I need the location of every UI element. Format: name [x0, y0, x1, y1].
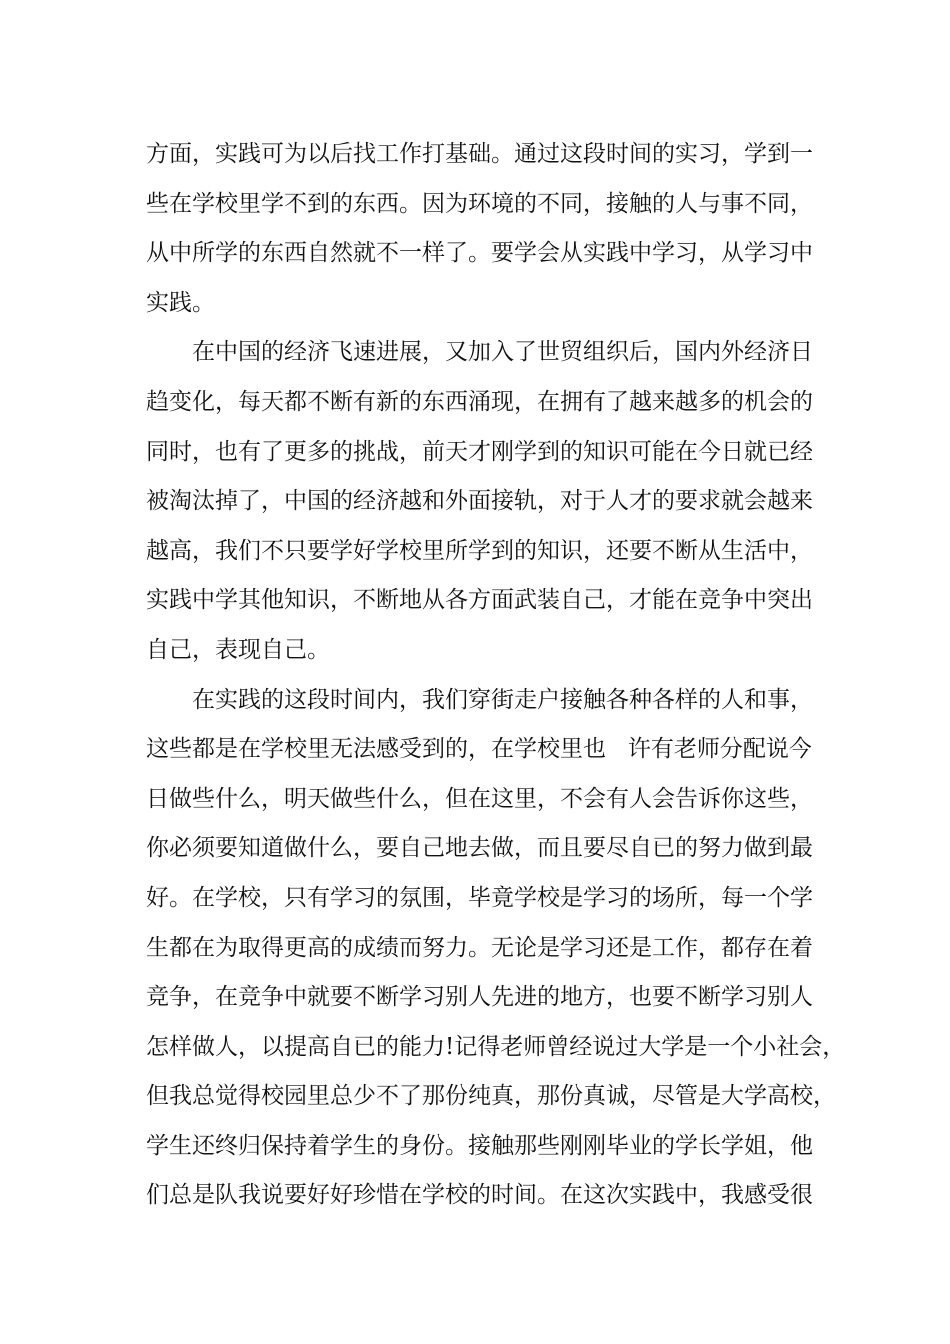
- text-line: 方面，实践可为以后找工作打基础。通过这段时间的实习，学到一: [146, 141, 813, 167]
- text-line: 竞争，在竞争中就要不断学习别人先进的地方，也要不断学习别人: [146, 984, 813, 1011]
- paragraph-2: [146, 328, 836, 675]
- text-line: 在实践的这段时间内，我们穿街走户接触各种各样的人和事，: [192, 686, 813, 713]
- text-line: 生都在为取得更高的成绩而努力。无论是学习还是工作，都存在着: [146, 934, 813, 961]
- paragraph-1: [146, 130, 836, 328]
- text-line: 好。在学校，只有学习的氛围，毕竟学校是学习的场所，每一个学: [146, 884, 813, 911]
- text-line: 同时，也有了更多的挑战，前天才刚学到的知识可能在今日就已经: [146, 438, 813, 465]
- text-line: 实践中学其他知识，不断地从各方面武装自己，才能在竞争中突出: [146, 587, 813, 614]
- text-line: 越高，我们不只要学好学校里所学到的知识，还要不断从生活中，: [146, 537, 813, 564]
- text-line: 被淘汰掉了，中国的经济越和外面接轨，对于人才的要求就会越来: [146, 488, 813, 515]
- text-line: 学生还终归保持着学生的身份。接触那些刚刚毕业的学长学姐，他: [146, 1132, 813, 1159]
- text-line: 们总是队我说要好好珍惜在学校的时间。在这次实践中，我感受很: [146, 1182, 813, 1209]
- text-line: 趋变化，每天都不断有新的东西涌现，在拥有了越来越多的机会的: [146, 388, 813, 415]
- text-line: 日做些什么，明天做些什么，但在这里，不会有人会告诉你这些，: [146, 785, 813, 812]
- paragraph-3: [146, 676, 846, 1222]
- text-line: 怎样做人，以提高自已的能力!记得老师曾经说过大学是一个小社会，: [146, 1033, 846, 1060]
- text-line: 在中国的经济飞速进展，又加入了世贸组织后，国内外经济日: [192, 339, 813, 366]
- text-line: 些在学校里学不到的东西。因为环境的不同，接触的人与事不同，: [146, 190, 813, 217]
- text-line: 你必须要知道做什么，要自己地去做，而且要尽自已的努力做到最: [146, 835, 813, 862]
- text-line: 实践。: [146, 289, 215, 316]
- document-body: [146, 130, 846, 1221]
- text-line: 从中所学的东西自然就不一样了。要学会从实践中学习，从学习中: [146, 240, 813, 267]
- text-line: 这些都是在学校里无法感受到的，在学校里也 许有老师分配说今: [146, 736, 812, 763]
- text-line: 自己，表现自己。: [146, 636, 330, 663]
- text-line: 但我总觉得校园里总少不了那份纯真，那份真诚，尽管是大学高校，: [146, 1083, 836, 1110]
